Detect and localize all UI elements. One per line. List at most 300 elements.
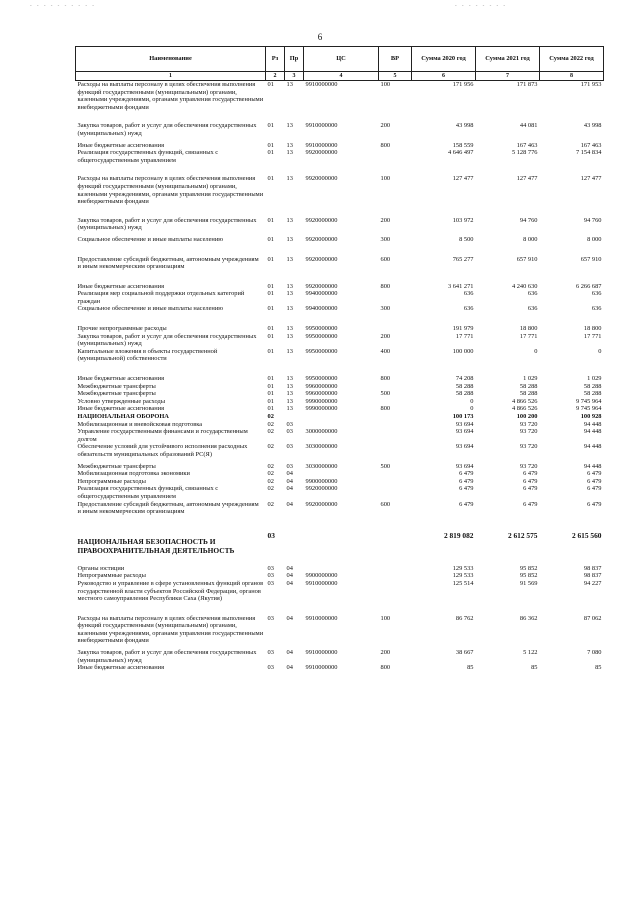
row-rz: 03	[267, 579, 274, 587]
row-sum-2021: 93 720	[519, 420, 538, 428]
row-sum-2022: 18 800	[583, 325, 602, 333]
row-sum-2022: 127 477	[580, 175, 602, 183]
row-sum-2021: 100 200	[516, 413, 538, 420]
row-sum-2021: 95 852	[519, 564, 538, 572]
row-pr: 04	[286, 572, 293, 580]
row-cs: 9920000000	[305, 175, 338, 183]
row-sum-2022: 6 479	[587, 470, 602, 478]
row-vr: 500	[380, 462, 391, 470]
row-rz: 01	[267, 282, 274, 290]
row-sum-2022: 167 463	[580, 141, 602, 149]
row-sum-2020: 86 762	[455, 614, 474, 622]
row-vr	[379, 531, 412, 565]
row-sum-2021: 85	[531, 664, 538, 672]
row-sum-2022: 636	[591, 305, 602, 313]
table-row	[76, 348, 604, 375]
row-name: Закупка товаров, работ и услуг для обеспечения государственных (муниципальных) нужд	[77, 122, 257, 137]
row-sum-2021: 167 463	[516, 141, 538, 149]
row-sum-2021: 95 852	[519, 572, 538, 580]
row-rz: 01	[267, 347, 274, 355]
row-name: Руководство и управление в сфере установленных функций органов государственной власти субъектов Российской Федерации, органов местного самоуправления Республики Саха (Якутия)	[77, 579, 264, 603]
row-vr	[379, 290, 412, 305]
header-cs: ЦС	[304, 47, 379, 72]
row-pr: 13	[286, 332, 293, 340]
row-rz: 03	[267, 530, 275, 540]
row-sum-2020: 85	[467, 664, 474, 672]
row-cs: 9960000000	[305, 390, 338, 398]
row-vr: 300	[380, 235, 391, 243]
row-cs: 9960000000	[305, 382, 338, 390]
row-sum-2021: 8 000	[523, 235, 538, 243]
column-number-row	[76, 72, 604, 81]
row-sum-2020: 93 694	[455, 462, 474, 470]
row-name: Закупка товаров, работ и услуг для обеспечения государственных (муниципальных) нужд	[77, 649, 257, 664]
header-vr: ВР	[379, 47, 412, 72]
row-vr	[379, 428, 412, 443]
table-row	[76, 565, 604, 573]
table-row	[76, 305, 604, 325]
col-number: 4	[304, 72, 379, 81]
row-cs	[304, 421, 379, 429]
row-vr: 200	[380, 649, 391, 657]
row-rz: 01	[267, 332, 274, 340]
table-row	[76, 325, 604, 333]
row-vr: 200	[380, 122, 391, 130]
row-vr: 600	[380, 255, 391, 263]
row-sum-2020: 765 277	[452, 255, 474, 263]
row-cs	[304, 413, 379, 421]
row-cs: 9910000000	[305, 579, 338, 587]
row-sum-2021: 636	[527, 290, 538, 298]
row-vr	[379, 383, 412, 391]
table-row	[76, 398, 604, 406]
row-sum-2022: 94 448	[583, 428, 602, 436]
row-pr: 13	[286, 175, 293, 183]
table-row	[76, 375, 604, 383]
row-name: Закупка товаров, работ и услуг для обеспечения государственных (муниципальных) нужд	[77, 216, 257, 232]
row-vr	[379, 470, 412, 478]
row-sum-2020: 6 479	[459, 477, 474, 485]
row-sum-2021: 4 240 630	[511, 282, 538, 290]
row-sum-2022: 1 029	[587, 375, 602, 383]
row-sum-2022: 17 771	[583, 332, 602, 340]
row-sum-2021: 0	[534, 347, 538, 355]
row-sum-2022: 100 928	[580, 413, 602, 420]
row-sum-2020: 100 000	[452, 347, 474, 355]
row-pr: 04	[286, 485, 293, 493]
row-name: Расходы на выплаты персоналу в целях обеспечения выполнения функций государственными (муниципальными) органами, казенными учреждениями, органами управления государственными внебюджетными фондами	[77, 81, 264, 111]
row-cs: 9900000000	[305, 477, 338, 485]
row-vr: 800	[380, 375, 391, 383]
row-name: Иные бюджетные ассигнования	[77, 375, 165, 383]
row-pr: 13	[286, 390, 293, 398]
row-name: Социальное обеспечение и иные выплаты населению	[77, 305, 224, 313]
row-vr: 600	[380, 500, 391, 508]
row-cs: 9920000000	[305, 235, 338, 243]
row-vr	[379, 478, 412, 486]
row-pr: 13	[286, 122, 293, 130]
row-sum-2020: 93 694	[455, 420, 474, 428]
table-row	[76, 290, 604, 305]
row-pr: 03	[286, 443, 293, 451]
row-sum-2020: 6 479	[459, 470, 474, 478]
table-row	[76, 256, 604, 283]
row-name: Межбюджетные трансферты	[77, 382, 156, 390]
row-sum-2021: 1 029	[523, 375, 538, 383]
row-cs: 9920000000	[305, 282, 338, 290]
row-pr: 04	[286, 579, 293, 587]
row-rz: 02	[267, 470, 274, 478]
row-sum-2021: 6 479	[523, 485, 538, 493]
row-vr	[379, 580, 412, 615]
row-name: Реализация государственных функций, связанных с общегосударственным управлением	[77, 149, 219, 164]
table-row	[76, 333, 604, 348]
row-vr: 100	[380, 614, 391, 622]
row-sum-2020: 4 646 497	[447, 149, 474, 157]
row-vr: 100	[380, 81, 391, 88]
row-sum-2021: 5 128 776	[511, 149, 538, 157]
row-pr: 13	[286, 325, 293, 333]
row-pr: 04	[286, 664, 293, 672]
row-name: Прочие непрограммные расходы	[77, 325, 167, 333]
table-row	[76, 470, 604, 478]
row-cs: 9910000000	[305, 141, 338, 149]
row-sum-2020: 100 173	[452, 413, 474, 420]
row-sum-2022: 43 998	[583, 122, 602, 130]
row-sum-2021: 6 479	[523, 500, 538, 508]
row-sum-2021: 6 479	[523, 477, 538, 485]
row-name: Расходы на выплаты персоналу в целях обеспечения выполнения функций государственными (муниципальными) органами, казенными учреждениями, органами управления государственными внебюджетными фондами	[77, 614, 264, 645]
table-row	[76, 572, 604, 580]
table-row	[76, 149, 604, 175]
table-row	[76, 413, 604, 421]
row-rz: 02	[267, 485, 274, 493]
row-cs: 3030000000	[305, 443, 338, 451]
row-pr: 13	[286, 235, 293, 243]
row-name: НАЦИОНАЛЬНАЯ ОБОРОНА	[77, 413, 169, 420]
row-sum-2021: 6 479	[523, 470, 538, 478]
row-vr	[379, 398, 412, 406]
row-pr: 03	[286, 428, 293, 436]
row-sum-2020: 93 694	[455, 428, 474, 436]
row-vr: 400	[380, 347, 391, 355]
row-vr	[379, 413, 412, 421]
row-sum-2020: 6 479	[459, 485, 474, 493]
row-sum-2021: 127 477	[516, 175, 538, 183]
row-pr: 04	[286, 470, 293, 478]
row-sum-2020: 129 533	[452, 572, 474, 580]
table-row	[76, 81, 604, 123]
col-number: 2	[266, 72, 285, 81]
row-pr: 04	[286, 500, 293, 508]
row-sum-2020: 125 514	[452, 579, 474, 587]
row-pr: 13	[286, 255, 293, 263]
row-vr	[379, 421, 412, 429]
row-sum-2022: 6 479	[587, 500, 602, 508]
row-rz: 01	[267, 375, 274, 383]
header-sum-2022: Сумма 2022 год	[540, 47, 604, 72]
table-row	[76, 283, 604, 291]
table-row	[76, 664, 604, 672]
row-vr: 200	[380, 332, 391, 340]
row-cs: 9920000000	[305, 485, 338, 493]
row-rz: 02	[267, 462, 274, 470]
row-cs: 9990000000	[305, 397, 338, 405]
row-sum-2021: 18 800	[519, 325, 538, 333]
row-vr: 500	[380, 390, 391, 398]
table-row	[76, 485, 604, 500]
row-vr	[379, 565, 412, 573]
row-sum-2022: 98 837	[583, 564, 602, 572]
row-pr	[285, 531, 304, 565]
row-sum-2021: 58 288	[519, 390, 538, 398]
row-vr	[379, 325, 412, 333]
row-cs: 9950000000	[305, 332, 338, 340]
row-cs: 9920000000	[305, 216, 338, 224]
table-row	[76, 615, 604, 649]
row-name: Мобилизационная подготовка экономики	[77, 470, 190, 478]
row-pr: 13	[286, 397, 293, 405]
row-rz: 01	[267, 390, 274, 398]
table-row	[76, 142, 604, 150]
row-sum-2020: 58 288	[455, 390, 474, 398]
row-sum-2021: 94 760	[519, 216, 538, 224]
row-sum-2022: 657 910	[580, 255, 602, 263]
table-row	[76, 390, 604, 398]
row-pr: 13	[286, 290, 293, 298]
row-rz: 01	[267, 122, 274, 130]
row-sum-2020: 43 998	[455, 122, 474, 130]
row-cs: 3030000000	[305, 462, 338, 470]
row-sum-2021: 93 720	[519, 462, 538, 470]
row-rz: 03	[267, 614, 274, 622]
row-vr: 100	[380, 175, 391, 183]
row-rz: 01	[267, 325, 274, 333]
row-name: Предоставление субсидий бюджетным, автономным учреждениям и иным некоммерческим организациям	[77, 500, 259, 516]
row-sum-2020: 3 641 271	[447, 282, 474, 290]
row-sum-2021: 5 122	[523, 649, 538, 657]
row-sum-2020: 8 500	[459, 235, 474, 243]
row-sum-2022: 7 154 834	[575, 149, 602, 157]
row-cs: 9910000000	[305, 122, 338, 130]
col-number: 1	[76, 72, 266, 81]
row-name: Предоставление субсидий бюджетным, автономным учреждениям и иным некоммерческим организациям	[77, 255, 259, 271]
row-pr: 13	[286, 282, 293, 290]
row-cs: 9940000000	[305, 305, 338, 313]
row-sum-2022: 58 288	[583, 390, 602, 398]
row-sum-2022: 9 745 964	[575, 405, 602, 413]
row-sum-2021: 657 910	[516, 255, 538, 263]
row-name: Мобилизационная и вневойсковая подготовка	[77, 420, 203, 428]
row-rz: 01	[267, 405, 274, 413]
row-vr: 200	[380, 216, 391, 224]
row-name: Иные бюджетные ассигнования	[77, 282, 165, 290]
row-pr: 13	[286, 141, 293, 149]
row-name: Расходы на выплаты персоналу в целях обеспечения выполнения функций государственными (муниципальными) органами, казенными учреждениями, органами управления государственными внебюджетными фондами	[77, 175, 264, 206]
table-header-row	[76, 47, 604, 72]
budget-table	[75, 46, 604, 672]
row-sum-2022: 171 953	[580, 81, 602, 88]
row-sum-2021: 44 081	[519, 122, 538, 130]
row-cs: 9920000000	[305, 255, 338, 263]
row-name: Социальное обеспечение и иные выплаты населению	[77, 235, 224, 243]
row-rz: 01	[267, 235, 274, 243]
table-row	[76, 443, 604, 462]
table-row	[76, 175, 604, 216]
row-sum-2020: 17 771	[455, 332, 474, 340]
header-sum-2021: Сумма 2021 год	[476, 47, 540, 72]
row-vr: 800	[380, 282, 391, 290]
row-sum-2022: 94 760	[583, 216, 602, 224]
header-sum-2020: Сумма 2020 год	[412, 47, 476, 72]
row-vr	[379, 572, 412, 580]
row-cs	[304, 565, 379, 573]
row-rz: 03	[267, 572, 274, 580]
row-sum-2022: 7 080	[587, 649, 602, 657]
row-pr: 03	[286, 462, 293, 470]
row-name: НАЦИОНАЛЬНАЯ БЕЗОПАСНОСТЬ И ПРАВООХРАНИТЕЛЬНАЯ ДЕЯТЕЛЬНОСТЬ	[77, 536, 235, 555]
row-sum-2021: 17 771	[519, 332, 538, 340]
row-name: Иные бюджетные ассигнования	[77, 405, 165, 413]
row-name: Непрограммные расходы	[77, 477, 146, 485]
row-sum-2021: 86 362	[519, 614, 538, 622]
row-pr: 04	[286, 649, 293, 657]
row-rz: 02	[267, 428, 274, 436]
row-sum-2021: 91 569	[519, 579, 538, 587]
table-row	[76, 501, 604, 531]
row-rz: 01	[267, 305, 274, 313]
row-rz: 02	[267, 477, 274, 485]
row-vr: 300	[380, 305, 391, 313]
row-sum-2020: 0	[470, 405, 474, 413]
row-rz: 02	[267, 420, 274, 428]
row-cs: 9910000000	[305, 614, 338, 622]
table-row	[76, 217, 604, 236]
row-pr	[285, 413, 304, 421]
row-sum-2022: 8 000	[587, 235, 602, 243]
row-sum-2022: 6 479	[587, 485, 602, 493]
table-body	[76, 81, 604, 672]
row-sum-2022: 94 227	[583, 579, 602, 587]
row-vr: 800	[380, 405, 391, 413]
row-sum-2022: 2 615 560	[571, 530, 602, 540]
row-rz: 03	[267, 649, 274, 657]
row-pr: 04	[286, 564, 293, 572]
row-rz: 01	[267, 149, 274, 157]
row-sum-2021: 2 612 575	[507, 530, 538, 540]
row-name: Условно утвержденные расходы	[77, 397, 166, 405]
row-cs	[304, 470, 379, 478]
row-sum-2022: 636	[591, 290, 602, 298]
row-sum-2022: 6 479	[587, 477, 602, 485]
header-pr: Пр	[285, 47, 304, 72]
row-pr: 13	[286, 382, 293, 390]
row-sum-2021: 171 873	[516, 81, 538, 88]
row-rz: 02	[267, 413, 274, 420]
row-name: Управление государственными финансами и государственным долгом	[77, 428, 248, 443]
row-cs	[304, 531, 379, 565]
row-name: Непрограммные расходы	[77, 572, 146, 580]
row-sum-2021: 4 866 526	[511, 405, 538, 413]
row-sum-2020: 103 972	[452, 216, 474, 224]
col-number: 3	[285, 72, 304, 81]
table-row	[76, 405, 604, 413]
row-rz: 01	[267, 255, 274, 263]
row-cs: 9920000000	[305, 500, 338, 508]
row-cs: 9910000000	[305, 81, 338, 88]
row-sum-2020: 38 667	[455, 649, 474, 657]
row-vr	[379, 443, 412, 462]
row-rz: 01	[267, 175, 274, 183]
row-name: Межбюджетные трансферты	[77, 390, 156, 398]
row-pr: 04	[286, 477, 293, 485]
row-sum-2022: 94 448	[583, 420, 602, 428]
row-cs: 9950000000	[305, 325, 338, 333]
row-vr: 800	[380, 664, 391, 672]
scan-marks-left: - - - - - - - - - -	[30, 4, 96, 9]
row-sum-2020: 636	[463, 290, 474, 298]
table-row	[76, 531, 604, 565]
row-sum-2022: 85	[595, 664, 602, 672]
table-row	[76, 383, 604, 391]
row-name: Обеспечение условий для устойчивого исполнения расходных обязательств муниципальных образований РС(Я)	[77, 443, 248, 458]
row-rz: 01	[267, 290, 274, 298]
row-vr	[379, 149, 412, 175]
row-sum-2022: 9 745 964	[575, 397, 602, 405]
row-pr: 13	[286, 347, 293, 355]
row-vr: 800	[380, 141, 391, 149]
row-rz: 03	[267, 564, 274, 572]
row-name: Реализация мер социальной поддержки отдельных категорий граждан	[77, 290, 245, 305]
row-vr	[379, 485, 412, 500]
row-sum-2021: 58 288	[519, 382, 538, 390]
row-sum-2022: 94 448	[583, 462, 602, 470]
row-cs: 3000000000	[305, 428, 338, 436]
row-pr: 13	[286, 305, 293, 313]
row-rz: 01	[267, 382, 274, 390]
table-row	[76, 649, 604, 664]
row-sum-2022: 98 837	[583, 572, 602, 580]
table-row	[76, 478, 604, 486]
row-cs: 9950000000	[305, 375, 338, 383]
row-sum-2020: 74 208	[455, 375, 474, 383]
table-row	[76, 421, 604, 429]
row-sum-2021: 93 720	[519, 428, 538, 436]
row-cs: 9910000000	[305, 649, 338, 657]
row-pr: 13	[286, 375, 293, 383]
row-cs: 9920000000	[305, 149, 338, 157]
table-row	[76, 428, 604, 443]
row-name: Капитальные вложения в объекты государственной (муниципальной) собственности	[77, 347, 218, 363]
header-name: Наименование	[76, 47, 266, 72]
row-cs: 9940000000	[305, 290, 338, 298]
table-row	[76, 236, 604, 256]
row-rz: 02	[267, 500, 274, 508]
row-sum-2020: 127 477	[452, 175, 474, 183]
row-name: Органы юстиции	[77, 564, 125, 572]
row-sum-2020: 191 979	[452, 325, 474, 333]
table-row	[76, 463, 604, 471]
table-row	[76, 580, 604, 615]
row-sum-2022: 0	[598, 347, 602, 355]
scan-marks-right: - - - - - - - -	[455, 4, 508, 9]
row-sum-2020: 93 694	[455, 443, 474, 451]
row-sum-2020: 129 533	[452, 564, 474, 572]
row-rz: 01	[267, 81, 274, 88]
page-number: 6	[317, 32, 323, 42]
row-pr: 13	[286, 405, 293, 413]
row-rz: 03	[267, 664, 274, 672]
